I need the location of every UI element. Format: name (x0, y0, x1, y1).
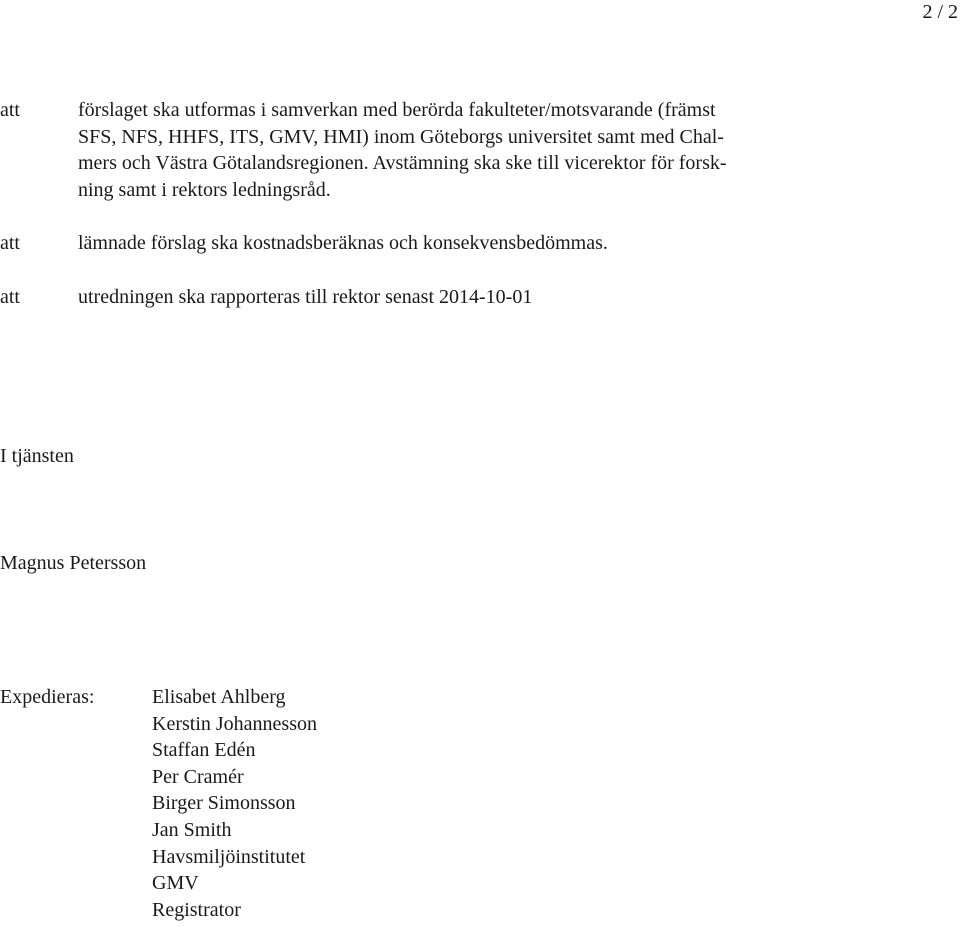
recipient: Jan Smith (152, 818, 232, 841)
clause-marker: att (0, 286, 20, 308)
recipient: Birger Simonsson (152, 792, 296, 815)
recipient: Havsmiljöinstitutet (152, 845, 306, 868)
recipient: Registrator (152, 898, 241, 921)
recipient: Kerstin Johannesson (152, 712, 317, 735)
clause-text (78, 284, 793, 311)
recipient: Staffan Edén (152, 739, 256, 762)
closing-in-service: I tjänsten (0, 445, 74, 467)
recipient: Elisabet Ahlberg (152, 686, 286, 708)
recipient: Per Cramér (152, 765, 244, 788)
clause-line: utredningen ska rapporteras till rektor senast 2014-10-01 (78, 286, 533, 308)
clause-marker: att (0, 99, 20, 121)
clause-line: mers och Västra Götalandsregionen. Avstämning ska ske till vicerektor för forsk- (78, 152, 727, 174)
clause-text (78, 97, 793, 203)
signatory-name: Magnus Petersson (0, 552, 147, 574)
clause-line: lämnade förslag ska kostnadsberäknas och konsekvensbedömmas. (78, 232, 608, 254)
clause-line: SFS, NFS, HHFS, ITS, GMV, HMI) inom Göteborgs universitet samt med Chal- (78, 125, 724, 148)
clause-line: ning samt i rektors ledningsråd. (78, 178, 331, 201)
clause-marker: att (0, 232, 20, 254)
page-number: 2 / 2 (922, 1, 958, 23)
distribution-label: Expedieras: (0, 686, 95, 708)
recipient: GMV (152, 872, 199, 895)
recipient-list (152, 684, 317, 923)
clause-line: förslaget ska utformas i samverkan med berörda fakulteter/motsvarande (främst (78, 99, 716, 121)
clause-text (78, 230, 793, 257)
